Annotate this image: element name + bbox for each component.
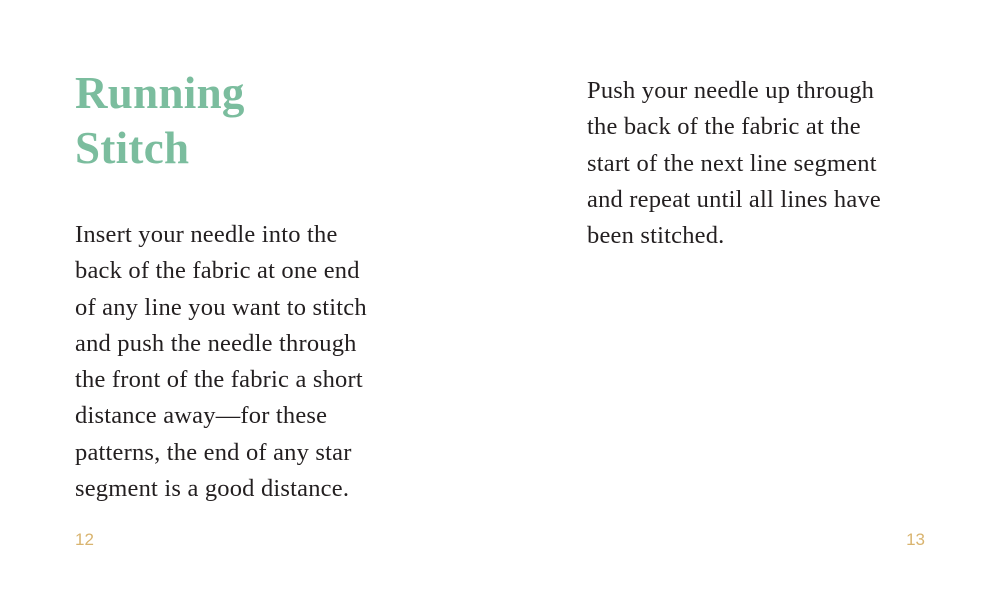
text-line: and repeat until all lines have — [587, 185, 881, 213]
text-line: been stitched. — [587, 222, 725, 250]
instruction-paragraph — [75, 217, 435, 507]
text-line: and push the needle through — [75, 329, 357, 357]
text-line: patterns, the end of any star — [75, 438, 352, 466]
text-line: segment is a good distance. — [75, 475, 350, 503]
text-line: start of the next line segment — [587, 149, 877, 177]
title-line: Running — [75, 68, 245, 118]
page-title — [75, 66, 245, 176]
page-number: 12 — [75, 530, 94, 549]
text-line: the front of the fabric a short — [75, 366, 363, 394]
text-line: of any line you want to stitch — [75, 293, 367, 321]
page-number: 13 — [906, 530, 925, 549]
title-line: Stitch — [75, 123, 190, 173]
text-line: distance away—for these — [75, 402, 328, 430]
text-line: Push your needle up through — [587, 77, 875, 104]
text-line: Insert your needle into the — [75, 221, 338, 248]
right-page — [500, 0, 1000, 600]
instruction-paragraph — [587, 73, 947, 254]
text-line: back of the fabric at one end — [75, 257, 360, 285]
text-line: the back of the fabric at the — [587, 113, 861, 141]
